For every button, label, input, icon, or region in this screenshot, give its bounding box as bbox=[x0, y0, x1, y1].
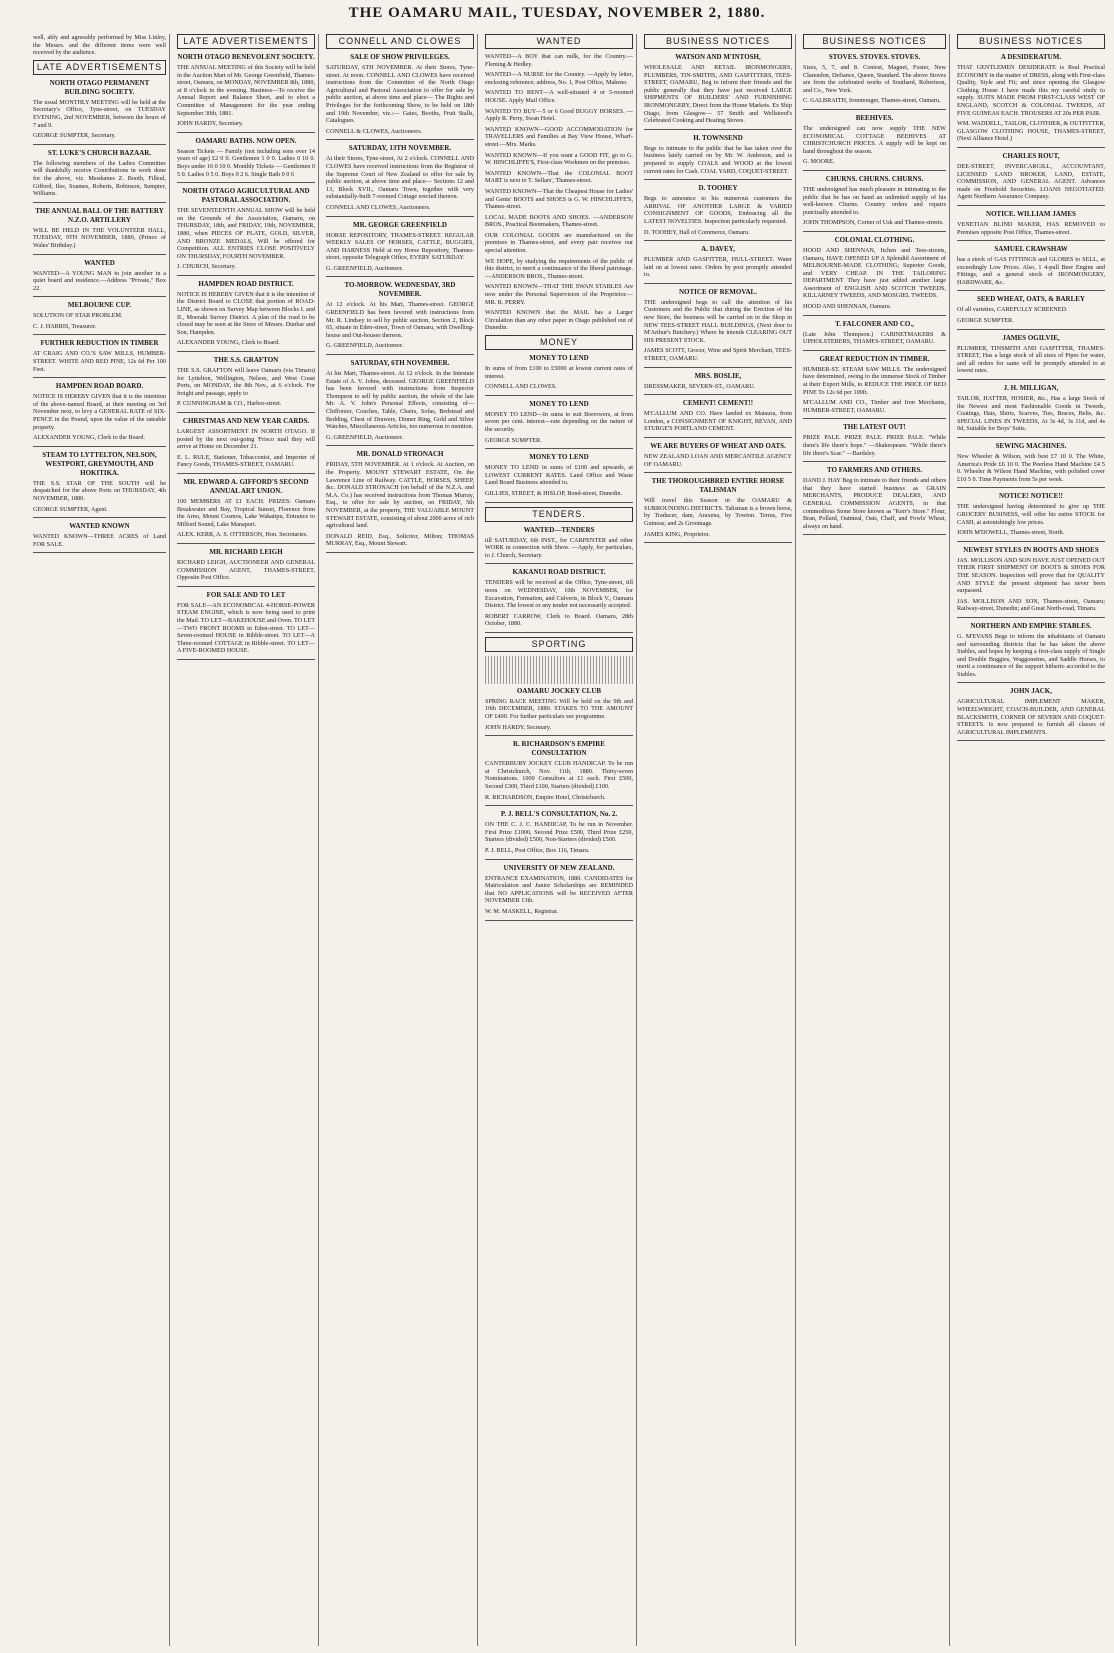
ad-signature: C. J. HARRIS, Treasurer. bbox=[33, 322, 97, 330]
ad-title: SATURDAY, 13TH NOVEMBER. bbox=[348, 144, 452, 153]
divider bbox=[33, 552, 166, 553]
divider bbox=[177, 182, 315, 183]
ad-body: In sums of from £100 to £5000 at lowest current rates of interest. bbox=[485, 365, 633, 380]
divider bbox=[33, 144, 166, 145]
divider bbox=[803, 109, 946, 110]
ad-body: THE ANNUAL MEETING of this Society will be held in the Auction Mart of Mr. George Greenfield, Thames-street, Oamaru, on MONDAY, NOVEMBER 8th, 1880, at 8 o'clock in the evening. Business—To receive the Annual Report and Balance Sheet, and to elect a Committee of Management for the year ending September 30th, 1881. bbox=[177, 64, 316, 117]
ad-body: Of all varieties, CAREFULLY SCREENED. bbox=[957, 306, 1068, 314]
divider bbox=[957, 240, 1105, 241]
divider bbox=[957, 437, 1105, 438]
divider bbox=[485, 859, 633, 860]
divider bbox=[177, 412, 315, 413]
divider bbox=[326, 139, 474, 140]
ad-body: DAND J. HAY Beg to intimate to their friends and others that they have started business as GRAIN MERCHANTS, PRODUCE DEALERS, AND GENERAL COMMISSION AGENTS, in that commodious Stone Store known as "Kerr's Store." Flour, Bran, Pollard, Oatmeal, Oats, Chaff, and Fowls' Wheat, always on hand. bbox=[803, 477, 946, 530]
ad-signature: G. GREENFIELD, Auctioneer. bbox=[326, 342, 404, 350]
ad-title: GREAT REDUCTION IN TIMBER. bbox=[819, 354, 930, 363]
columns bbox=[30, 34, 1108, 1646]
ad-body: DRESSMAKER, SEVERN-ST., OAMARU. bbox=[644, 382, 756, 390]
ad-title: MR. EDWARD A. GIFFORD'S SECOND ANNUAL ART UNION. bbox=[183, 477, 309, 495]
ad-title: NORTH OTAGO BENEVOLENT SOCIETY. bbox=[177, 53, 315, 61]
wanted-ad: WANTED KNOWN—THAT THE SWAN STABLES Are now under the Personal Supervision of the Proprietor.—MR. R. PERRY. bbox=[485, 283, 633, 306]
divider bbox=[33, 446, 166, 447]
divider bbox=[644, 367, 792, 368]
ad-body: has a stock of GAS FITTINGS and GLOBES to SELL, at exceedingly Low Prices. Also, 1 4-pull Beer Engine and Fittings, and a general stock of IRONMONGERY, HARDWARE, &c. bbox=[957, 256, 1105, 286]
ad-body: The usual MONTHLY MEETING will be held at the Secretary's Office, Tyne-street, on TUESDAY EVENING, 2nd NOVEMBER, between the hours of 7 and 9. bbox=[33, 98, 166, 129]
ad-title: NOTICE! NOTICE!! bbox=[999, 492, 1063, 501]
ad-title: TO FARMERS AND OTHERS. bbox=[826, 466, 923, 475]
ad-body: THE undersigned has much pleasure in intimating to the public that he has on hand an unlimited supply of his well-known Churns. Country orders and repairs punctually attended to. bbox=[803, 185, 946, 216]
ad-title: HAMPDEN ROAD BOARD. bbox=[55, 382, 144, 391]
ad-title: P. J. BELL'S CONSULTATION, No. 2. bbox=[500, 810, 618, 819]
ad-body: CANTERBURY JOCKEY CLUB HANDICAP. To be run at Christchurch, Nov. 11th, 1880. Thirty-seven Nominations. 1000 Consultors at £1 each. First £500, Second £300, Third £100, Starters (divided) £100. bbox=[485, 760, 633, 791]
ad-body: At 12 o'clock. At his Mart, Thames-street. GEORGE GREENFIELD has been favored with instructions from Mr. R. Lindsey to sell by public auction, Section 2, Block 65, situate in Eden-street, Town of Oamaru, with Dwelling-house and Out-houses thereon. bbox=[326, 301, 474, 339]
ad-body: Sizes, 5, 7, and 8. Contest, Magnet, Foster, New Clarendon, Defiance, Queen, Standard. The above Stoves are from the celebrated works of Southard, Robertson, and Co., New York. bbox=[803, 64, 946, 94]
column-3 bbox=[323, 34, 478, 1646]
section-header: LATE ADVERTISEMENTS bbox=[177, 34, 315, 49]
wanted-ad: WANTED KNOWN—That the COLONIAL BOOT MART is next to T. Sellars', Thames-street. bbox=[485, 169, 633, 185]
divider bbox=[177, 275, 315, 276]
divider bbox=[644, 129, 792, 130]
divider bbox=[803, 418, 946, 419]
ad-body: The undersigned can now supply THE NEW ECONOMICAL COTTAGE BEEHIVES AT CHRISTCHURCH PRICES. A supply will be kept on hand throughout the season. bbox=[803, 124, 946, 155]
ad-body: HUMBER-ST. STEAM SAW MILLS. The undersigned have determined, owing to the immense Stock of Timber at their Export Mills, to REDUCE THE PRICE OF RED PINE To 12s 6d per 100ft. bbox=[803, 365, 946, 396]
wanted-ad: WANTED—A NURSE for the Country. —Apply by letter, enclosing reference; address, No. 1, Post Office, Maheno. bbox=[485, 71, 633, 86]
ad-signature: HOOD AND SHENNAN, Oamaru. bbox=[803, 303, 892, 311]
ad-signature: GEORGE SUMPTER. bbox=[485, 436, 542, 444]
ad-signature: C. GALBRAITH, Ironmonger, Thames-street, Oamaru. bbox=[803, 97, 941, 105]
ad-title: MR. DONALD STRONACH bbox=[356, 450, 444, 459]
ad-signature: ALEXANDER YOUNG, Clerk to Board. bbox=[177, 339, 280, 347]
ad-body: DEE-STREET, INVERCARGILL, ACCOUNTANT, LICENSED LAND BROKER, LAND, ESTATE, COMMISSION, AND GENERAL AGENT. Advances made on Freehold Securities. LOANS NEGOTIATED. Agent Northern Assurance Company. bbox=[957, 162, 1105, 201]
divider bbox=[644, 437, 792, 438]
ad-body: PLUMBER AND GASFITTER, HULL-STREET. Water laid on at lowest rates. Orders by post promptly attended to. bbox=[644, 256, 792, 279]
divider bbox=[957, 379, 1105, 380]
ad-title: WE ARE BUYERS OF WHEAT AND OATS. bbox=[650, 442, 786, 450]
ad-title: WANTED—TENDERS bbox=[523, 525, 595, 534]
ad-body: RICHARD LEIGH, AUCTIONEER AND GENERAL COMMISSION AGENT, THAMES-STREET, Opposite Post Office. bbox=[177, 558, 315, 582]
ad-body: AT CRAIG AND CO.'S SAW MILLS, HUMBER-STREET. WHITE AND RED PINE, 12s 6d Per 100 Feet. bbox=[33, 350, 166, 373]
masthead: THE OAMARU MAIL, TUESDAY, NOVEMBER 2, 1880. bbox=[348, 5, 766, 21]
ad-body: FRIDAY, 5TH NOVEMBER. At 1 o'clock. At Auction, on the Property. MOUNT STEWART ESTATE, On the Lawrence Line of Railway. CATTLE, HORSES, SHEEP, &c. DONALD STRONACH (on behalf of the N.Z.A. and M.A. Co.) has received instructions from Thomas Murray, Esq., to offer for sale by auction, on FRIDAY, 5th NOVEMBER, at the property, THE VALUABLE MOUNT STEWART ESTATE, consisting of about 2000 acres of rich agricultural land. bbox=[326, 461, 474, 530]
section-header: BUSINESS NOTICES bbox=[803, 34, 946, 49]
wanted-ad: LOCAL MADE BOOTS AND SHOES. —ANDERSON BROS., Practical Bootmakers, Thames-street. bbox=[485, 213, 633, 229]
ad-signature: JOHN HARDY, Secretary. bbox=[485, 723, 552, 731]
ad-signature: JOHN THOMPSON, Corner of Usk and Thames-streets. bbox=[803, 219, 944, 227]
ad-body: At his Mart, Thames-street. At 12 o'clock. In the Intestate Estate of A. V. Johns, deceased. GEORGE GREENFIELD has been favored with instructions from Inspector Thompson to sell by public auction, the whole of the late Mr. A. V. John's Personal Effects, consisting of—Chiffonier, Couches, Table, Chairs, Sofas, Bedstead and Bedding, Chest of Drawers, Dinner Ring, Gold and Silver Watches, Miscellaneous Articles, too numerous to mention. bbox=[326, 370, 474, 431]
ad-signature: GEORGE SUMPTER, Agent. bbox=[33, 505, 108, 513]
ad-title: THE ANNUAL BALL OF THE BATTERY N.Z.O. ARTILLERY bbox=[35, 206, 164, 224]
divider bbox=[485, 920, 633, 921]
wanted-ad: WANTED TO RENT—A well-situated 4 or 5-roomed HOUSE. Apply Mail Office. bbox=[485, 89, 633, 104]
divider bbox=[957, 147, 1105, 148]
divider bbox=[957, 487, 1105, 488]
ad-title: COLONIAL CLOTHING. bbox=[834, 235, 915, 244]
ad-title: FURTHER REDUCTION IN TIMBER bbox=[40, 339, 159, 348]
divider bbox=[957, 205, 1105, 206]
ad-title: MONEY TO LEND bbox=[529, 354, 589, 362]
divider bbox=[33, 377, 166, 378]
ad-body: The following members of the Ladies Committee will thankfully receive Contributions in work done for the above, viz. Mesdames Z. Booth, Filleul, Gifford, Ilee, Soames, Roberts, Robinson, Sumpter, Williams. bbox=[33, 159, 166, 198]
divider bbox=[33, 296, 166, 297]
divider bbox=[177, 543, 315, 544]
ad-signature: GILLIES, STREET, & HISLOP, Bond-street, Dunedin. bbox=[485, 489, 623, 497]
ad-signature: ROBERT CARROW, Clerk to Board. Oamaru, 28th October, 1880. bbox=[485, 612, 633, 628]
ad-body: THE undersigned having determined to give up THE GROCERY BUSINESS, will offer his entire STOCK for CASH, at astonishingly low prices. bbox=[957, 503, 1105, 526]
section-header: SPORTING bbox=[485, 637, 633, 652]
section-header: MONEY bbox=[485, 335, 633, 350]
divider bbox=[326, 445, 474, 446]
divider bbox=[33, 254, 166, 255]
ad-title: ST. LUKE'S CHURCH BAZAAR. bbox=[47, 148, 152, 157]
ad-title: T. FALCONER AND CO., bbox=[835, 319, 914, 328]
ad-signature: WM. WADDELL, TAILOR, CLOTHIER, & OUTFITTER, GLASGOW CLOTHING HOUSE, THAMES-STREET, (Next Alliance Hotel.) bbox=[957, 120, 1105, 143]
ad-title: NOTICE OF REMOVAL. bbox=[679, 287, 757, 296]
ad-body: SPRING RACE MEETING Will be held on the 9th and 10th DECEMBER, 1880. STAKES TO THE AMOUNT OF £400. For further particulars see programme. bbox=[485, 697, 633, 721]
ad-signature: CONNELL & CLOWES, Auctioneers. bbox=[326, 127, 423, 135]
ad-title: MONEY TO LEND bbox=[529, 453, 589, 462]
ad-signature: GEORGE SUMPTER. bbox=[957, 317, 1014, 325]
ad-signature: JOHN M'DOWELL, Thames-street, North. bbox=[957, 529, 1065, 537]
divider bbox=[177, 132, 315, 133]
ad-signature: G. GREENFIELD, Auctioneer. bbox=[326, 264, 404, 272]
ad-body: NEW ZEALAND LOAN AND MERCANTILE AGENCY OF OAMARU. bbox=[644, 453, 792, 468]
ad-body: HORSE REPOSITORY, THAMES-STREET. REGULAR WEEKLY SALES OF HORSES, CATTLE, BUGGIES, AND HARNESS Held at my Horse Repository, Thames-street, opposite Telegraph Office, EVERY SATURDAY. bbox=[326, 231, 474, 262]
ad-body: Will travel this Season in the OAMARU & SURROUNDING DISTRICTS. Talisman is a brown horse, by Traducer, dam, Araxena, by Towton. Terms, Five Guineas; and 2s Groomage. bbox=[644, 497, 792, 527]
column-7 bbox=[954, 34, 1108, 1646]
divider bbox=[326, 354, 474, 355]
divider bbox=[957, 740, 1105, 741]
divider bbox=[803, 350, 946, 351]
section-header: BUSINESS NOTICES bbox=[644, 34, 792, 49]
ad-body: Begs to announce to his numerous customers the ARRIVAL OF ANOTHER LARGE & VARIED CONSIGNMENT OF GOODS, Embracing all the LATEST NOVELTIES. Inspection particularly requested. bbox=[644, 195, 792, 225]
ad-signature: ALEXANDER YOUNG, Clerk to the Board. bbox=[33, 434, 145, 442]
ad-title: CHRISTMAS AND NEW YEAR CARDS. bbox=[182, 417, 310, 425]
wanted-ad: WANTED KNOWN that the MAIL has a Larger Circulation than any other paper in Otago published out of Dunedin. bbox=[485, 309, 633, 332]
ad-title: NOTICE. WILLIAM JAMES bbox=[986, 209, 1076, 218]
ad-signature: JAMES KING, Proprietor. bbox=[644, 530, 710, 538]
divider bbox=[326, 552, 474, 553]
divider bbox=[644, 394, 792, 395]
column-5 bbox=[641, 34, 796, 1646]
opening-text: well, ably and agreeably performed by Miss Linley, the Messrs. and the different items were well received by the audience. bbox=[33, 34, 166, 57]
ad-title: MRS. BOSLIE, bbox=[694, 371, 742, 380]
divider bbox=[644, 283, 792, 284]
ad-title: J. H. MILLIGAN, bbox=[1003, 384, 1059, 393]
ad-body: ON THE C. J. C. HANDICAP, To be run in November. First Prize £1000, Second Prize £500, Third Prize £250, Starters (divided) £500, Non-Starters (divided) £500. bbox=[485, 821, 633, 844]
divider bbox=[485, 448, 633, 449]
ad-title: UNIVERSITY OF NEW ZEALAND. bbox=[503, 863, 615, 872]
ad-body: HOOD AND SHENNAN, Itchen and Tees-streets, Oamaru, HAVE OPENED UP A Splendid Assortment of MELBOURNE-MADE CLOTHING; Superior Goods, and VERY CHEAP. IN THE TAILORING DEPARTMENT They have just added another large Assortment of ENGLISH AND SCOTCH TWEEDS, KILLARNEY TWEEDS, AND MOSGIEL TWEEDS. bbox=[803, 246, 946, 300]
column-4 bbox=[482, 34, 637, 1646]
ad-body: WHOLESALE AND RETAIL IRONMONGERS, PLUMBERS, TIN-SMITHS, AND GASFITTERS, TEES-STREET, OAMARU, Beg to inform their friends and the public generally that they have just received LARGE SHIPMENTS OF BUILDERS' AND FURNISHING IRONMONGERY, Direct from the Home Markets. Ex Ship Otago, from Glasgow— 57 Smith and Wellstood's Celebrated Cooking and Heating Stoves. bbox=[644, 64, 792, 125]
divider bbox=[177, 351, 315, 352]
ad-title: NORTH OTAGO AGRICULTURAL AND PASTORAL ASSOCIATION. bbox=[182, 187, 310, 205]
ad-body: ENTRANCE EXAMINATION, 1880. CANDIDATES for Matriculation and Junior Scholarships are REMINDED that NO APPLICATIONS will be RECEIVED AFTER NOVEMBER 13th. bbox=[485, 874, 633, 905]
ad-title: MELBOURNE CUP. bbox=[67, 301, 132, 310]
ad-title: OAMARU JOCKEY CLUB bbox=[516, 686, 602, 695]
wanted-ad: WANTED—A BOY that can milk, for the Country.— Fleming & Hedley. bbox=[485, 53, 633, 68]
ad-title: A. DAVEY, bbox=[701, 245, 735, 254]
ad-title: MR. RICHARD LEIGH bbox=[209, 547, 283, 556]
ad-title: OAMARU BATHS. NOW OPEN. bbox=[195, 136, 297, 145]
ad-title: JAMES OGILVIE, bbox=[1002, 333, 1060, 342]
section-header: LATE ADVERTISEMENTS bbox=[33, 60, 166, 75]
ad-title: BEEHIVES. bbox=[855, 113, 894, 122]
ad-signature: CONNELL AND CLOWES, Auctioneers. bbox=[326, 203, 431, 211]
ad-body: WILL BE HELD IN THE VOLUNTEER HALL, TUESDAY, 9TH NOVEMBER, 1880, (Prince of Wales' Birthday.) bbox=[33, 226, 166, 249]
divider bbox=[485, 735, 633, 736]
divider bbox=[177, 473, 315, 474]
ad-body: TAILOR, HATTER, HOSIER, &c., Has a large Stock of the Newest and most Fashionable Goods in Tweeds, Coatings, Hats, Shirts, Scarves, Ties, Braces, Belts, &c. SPECIAL LINES IN TWEEDS, At 3s 4d, 3s 11d, and 4s 9d, Suitable for Boys' Suits. bbox=[957, 395, 1105, 433]
ad-body: THE undersigned begs to call the attention of his Customers and the Public that during the Erection of his new Store, the business will be carried on in the Shop in NEW TEES-STREET HALL BUILDINGS, (Next door to M'Arthur's Butchery.) Where he intends CLEARING OUT HIS PRESENT STOCK. bbox=[644, 298, 792, 344]
ad-body: Season Tickets — Family (not including sons over 14 years of age) £2 0 0. Gentlemen 1 0 0. Ladies 0 10 0. Boys under 16 0 10 0. Monthly Tickets — Gentlemen 0 5 0. Ladies 0 5 0. Boys 0 2 6. Single Bath 0 0 6 bbox=[177, 147, 316, 178]
ad-body: FOR SALE—AN ECONOMICAL 4-HORSE-POWER STEAM ENGINE, which is now being used to print the Mail. TO LET—BAKEHOUSE and Oven. TO LET—TWO FRONT ROOMS in Eden-street. TO LET—Seven-roomed HOUSE in Ribble-street. TO LET—A Three-roomed COTTAGE in Ribble-street. TO LET—A FIVE-ROOMED HOUSE. bbox=[177, 601, 315, 655]
wanted-ad: WANTED TO BUY—5 or 6 Good BUGGY HORSES. — Apply R. Perry, Swan Hotel. bbox=[485, 107, 633, 123]
ad-title: STOVES. STOVES. STOVES. bbox=[828, 53, 921, 61]
ad-title: MONEY TO LEND bbox=[529, 399, 589, 408]
divider bbox=[485, 502, 633, 503]
ad-body: AGRICULTURAL IMPLEMENT MAKER, WHEELWRIGHT, COACH-BUILDER, AND GENERAL BLACKSMITH, CORNER OF SEVERN AND COQUET-STREETS. Is now prepared to furnish all classes of AGRICULTURAL IMPLEMENTS. bbox=[957, 698, 1105, 736]
ad-title: JOHN JACK, bbox=[1010, 687, 1052, 696]
divider bbox=[957, 541, 1105, 542]
divider bbox=[485, 395, 633, 396]
column-6 bbox=[800, 34, 950, 1646]
ad-title: R. RICHARDSON'S EMPIRE CONSULTATION bbox=[513, 740, 605, 758]
ad-title: STEAM TO LYTTELTON, NELSON, WESTPORT, GREYMOUTH, AND HOKITIKA. bbox=[42, 450, 157, 477]
ad-body: THE S.S. GRAFTON will leave Oamaru (via Timaru) for Lyttelton, Wellington, Nelson, and West Coast Ports, on MONDAY, the 8th Nov., at 6 o'clock. For freight and passage, apply to bbox=[177, 367, 315, 397]
ad-body: THAT GENTLEMEN DESIDERATE is Real Practical ECONOMY in the matter of DRESS, along with First-class Quality, Style and Fit; and since opening the Glasgow Clothing House I have made this my careful study to supply. SUITS MADE FROM FIRST-CLASS WEST OF ENGLAND, SCOTCH & COLONIAL TWEEDS, AT FIVE GUINEAS EACH. TROUSERS AT 20s PER PAIR. bbox=[957, 64, 1105, 117]
divider bbox=[644, 542, 792, 543]
ad-signature: ALEX. KERR, A. S. OTTERSON, Hon. Secretaries. bbox=[177, 531, 308, 539]
ad-signature: D. TOOHEY, Hall of Commerce, Oamaru. bbox=[644, 228, 750, 236]
ad-body: THE SEVENTEENTH ANNUAL SHOW will be held on the Grounds of the Association, Oamaru, on THURSDAY, 18th, and FRIDAY, 19th, NOVEMBER, 1880, when PIECES OF PLATE, GOLD, SILVER, AND BRONZE MEDALS, Will be offered for Competition. ALL ENTRIES CLOSE POSITIVELY ON THURSDAY, FOURTH NOVEMBER. bbox=[177, 207, 315, 260]
section-header: CONNELL AND CLOWES bbox=[326, 34, 474, 49]
divider bbox=[326, 216, 474, 217]
ad-signature: M'CALLUM AND CO., Timber and Iron Merchants, HUMBER-STREET, OAMARU. bbox=[803, 399, 946, 414]
ad-title: CHARLES ROUT, bbox=[1002, 151, 1060, 160]
divider bbox=[803, 534, 946, 535]
ad-body: (Late John Thompson.) CABINETMAKERS & UPHOLSTERERS, THAMES-STREET, OAMARU. bbox=[803, 330, 946, 346]
ad-body: MONEY TO LEND—In sums to suit Borrowers, at from seven per cent. interest—rate depending on the nature of the security. bbox=[485, 410, 633, 433]
wanted-ad: WANTED KNOWN—If you want a GOOD FIT, go to G. W. HINCHLIFFE'S, First-class Workmen on the premises. bbox=[485, 151, 633, 167]
ad-body: VENETIAN BLIND MAKER, HAS REMOVED to Premises opposite Post Office, Thames-street. bbox=[957, 220, 1105, 236]
ad-body: WANTED KNOWN—THREE ACRES of Land FOR SALE. bbox=[33, 533, 166, 548]
ad-body: SATURDAY, 6TH NOVEMBER. At their Stores, Tyne-street. At noon. CONNELL AND CLOWES have received instructions from the Committee of the North Otago Agricultural and Pastoral Association to offer for sale by public auction, at above time and place— The Rights and Privileges for the forthcoming Show, to be held on 18th and 19th November, viz.:— Gates, Booths, Fruit Stalls, Catalogues. bbox=[326, 64, 474, 125]
wanted-ad: OUR COLONIAL GOODS are manufactured on the premises in Thames-street, and every pair receives our special attention. bbox=[485, 231, 633, 255]
ad-body: PLUMBER, TINSMITH AND GASFITTER, THAMES-STREET, Has a large stock of all sizes of Pipes for water, and all orders for same will be promptly attended to at lowest rates. bbox=[957, 344, 1105, 375]
divider bbox=[485, 805, 633, 806]
ad-title: THE S.S. GRAFTON bbox=[213, 356, 279, 365]
ad-title: SEED WHEAT, OATS, & BARLEY bbox=[976, 295, 1085, 304]
ad-body: PRIZE PALE. PRIZE PALE. PRIZE PALE. "While there's life there's hope." —Shakespeare. "While there's life there's Scar." —Bardsley. bbox=[803, 434, 946, 457]
ad-title: KAKANUI ROAD DISTRICT. bbox=[512, 568, 606, 577]
ad-body: New Wheeler & Wilson, with best £7 10 0. The White, America's Pride £6 10 0. The Peerless Hand Machine £4 5 0. Wheeler & Wilson Hand Machine, with polished cover £10 5 0. Time Payments from 5s per week. bbox=[957, 453, 1105, 483]
divider bbox=[803, 231, 946, 232]
ad-body: TENDERS will be received at the Office, Tyne-street, till noon on WEDNESDAY, 10th NOVEMBER, for Excavation, Formation, and Culverts, in Block V., Oamaru District. The lowest or any tender not necessarily accepted. bbox=[485, 579, 633, 610]
section-header: TENDERS. bbox=[485, 507, 633, 522]
racehorse-illustration bbox=[485, 656, 633, 684]
ad-body: NOTICE IS HEREBY GIVEN that it is the intention of the District Board to CLOSE that portion of ROAD-LINE, as shown on Survey Map between Blocks I. and II., Moeraki Survey District. A plan of the road to be closed may be seen at the Store of Messrs. Dunbar and Son, Hampden. bbox=[177, 290, 315, 336]
ad-title: SATURDAY, 6TH NOVEMBER. bbox=[350, 359, 450, 368]
wanted-ad: WE HOPE, by studying the requirements of the public of this district, to merit a continuance of the liberal patronage.—ANDERSON BROS., Thames-street. bbox=[485, 257, 633, 280]
ad-signature: G. MOORE. bbox=[803, 158, 835, 166]
divider bbox=[33, 202, 166, 203]
divider bbox=[33, 334, 166, 335]
divider bbox=[485, 563, 633, 564]
section-header: BUSINESS NOTICES bbox=[957, 34, 1105, 49]
ad-title: NORTHERN AND EMPIRE STABLES. bbox=[970, 621, 1092, 630]
divider bbox=[957, 617, 1105, 618]
column-2 bbox=[174, 34, 319, 1646]
wanted-ad: WANTED KNOWN—That the Cheapest House for Ladies' and Gents' BOOTS and SHOES is G. W. HINCHLIFFE'S, Thames-street. bbox=[485, 187, 633, 211]
divider bbox=[644, 179, 792, 180]
divider bbox=[957, 329, 1105, 330]
ad-title: SALE OF SHOW PRIVILEGES. bbox=[350, 53, 450, 61]
divider bbox=[957, 682, 1105, 683]
column-1 bbox=[30, 34, 170, 1646]
ad-title: NORTH OTAGO PERMANENT BUILDING SOCIETY. bbox=[49, 78, 150, 96]
divider bbox=[644, 240, 792, 241]
ad-title: CEMENT! CEMENT!! bbox=[682, 399, 754, 408]
ad-signature: DONALD REID, Esq., Solicitor, Milton; THOMAS MURRAY, Esq., Mount Stewart. bbox=[326, 532, 474, 548]
ad-title: CHURNS. CHURNS. CHURNS. bbox=[825, 174, 924, 183]
ad-body: SOLUTION OF STAR PROBLEM. bbox=[33, 312, 123, 320]
ad-title: H. TOWNSEND bbox=[693, 133, 743, 142]
divider bbox=[177, 659, 315, 660]
ad-signature: JAMES SCOTT, Grocer, Wine and Spirit Merchant, TEES-STREET, OAMARU. bbox=[644, 347, 792, 363]
ad-title: THE THOROUGHBRED ENTIRE HORSE TALISMAN bbox=[651, 477, 785, 495]
divider bbox=[803, 461, 946, 462]
ad-signature: J. CHURCH, Secretary. bbox=[177, 263, 236, 271]
ad-body: WANTED—A YOUNG MAN to join another in a quiet board and residence.—Address "Private," Box 22. bbox=[33, 269, 166, 292]
ad-title: WANTED bbox=[84, 258, 115, 267]
ad-title: TO-MORROW. WEDNESDAY, 3RD NOVEMBER. bbox=[344, 281, 456, 299]
ad-title: WATSON AND M'INTOSH, bbox=[675, 53, 761, 61]
ad-title: FOR SALE AND TO LET bbox=[206, 590, 286, 599]
ad-body: 100 MEMBERS AT £1 EACH. PRIZES: Oamaru Breakwater and Bay, Tropical Sunset, Florence from the Arno, Mount Cosmos, Lake Wakatipu, Entrance to Milford Sound, Lake Manapori. bbox=[177, 497, 315, 528]
ad-title: MR. GEORGE GREENFIELD bbox=[353, 220, 447, 229]
ad-body: JAS. MOLLISON AND SON HAVE JUST OPENED OUT THEIR FIRST SHIPMENT OF BOOTS & SHOES FOR THE SEASON. Inspection will prove that for QUALITY AND STYLE the present shipment has never been surpassed. bbox=[957, 556, 1105, 595]
ad-signature: P. J. BELL, Post Office, Box 116, Timaru. bbox=[485, 847, 590, 854]
ad-body: NOTICE IS HEREBY GIVEN that it is the intention of the above-named Board, at their meeting on 3rd November next, to levy a GENERAL RATE of SIX-PENCE in the Pound, upon the value of the rateable property. bbox=[33, 393, 166, 431]
ad-body: Begs to intimate to the public that he has taken over the business lately carried on by Mr. W. Anderson, and is prepared to supply COALS and WOOD at the lowest current rates for Cash. COAL YARD, COQUET-STREET. bbox=[644, 144, 792, 175]
ad-signature: E. L. RULE, Stationer, Tobacconist, and Importer of Fancy Goods, THAMES-STREET, OAMARU. bbox=[177, 453, 315, 469]
ad-title: D. TOOHEY bbox=[698, 184, 738, 193]
ad-title: SAMUEL CRAWSHAW bbox=[994, 245, 1068, 254]
ad-title: A DESIDERATUM. bbox=[1000, 53, 1062, 61]
ad-title: NEWEST STYLES IN BOOTS AND SHOES bbox=[963, 545, 1099, 554]
ad-body: G. M'EVANS Begs to inform the inhabitants of Oamaru and surrounding districts that he has taken the above Stables, and hopes by keeping a first-class supply of Single and Double Buggies, Waggonettes, and Saddle Horses, to merit a continuance of the support hitherto accorded to the Stables. bbox=[957, 632, 1105, 678]
ad-signature: JOHN HARDY, Secretary. bbox=[177, 120, 244, 128]
ad-body: LARGEST ASSORTMENT IN NORTH OTAGO. If posted by the next out-going 'Frisco mail they will arrive at Home on December 21. bbox=[177, 428, 315, 451]
ad-title: HAMPDEN ROAD DISTRICT. bbox=[198, 279, 294, 288]
ad-signature: W. M. MASKELL, Registrar. bbox=[485, 907, 559, 915]
divider bbox=[644, 472, 792, 473]
ad-title: WANTED KNOWN bbox=[69, 522, 130, 531]
ad-body: THE S.S. STAR OF THE SOUTH will be despatched for the above Ports on THURSDAY, 4th NOVEMBER, 1880. bbox=[33, 479, 166, 502]
wanted-ad: WANTED KNOWN—GOOD ACCOMMODATION for TRAVELLERS and Families at Bay View House, Wharf-street.—Mrs. Marks. bbox=[485, 125, 633, 148]
ad-signature: P. CUNNINGHAM & CO., Harbor-street. bbox=[177, 400, 282, 408]
ad-body: MONEY TO LEND in sums of £100 and upwards, at LOWEST CURRENT RATES. Land Office and Waste Land Board Business attended to. bbox=[485, 464, 633, 487]
ad-title: THE LATEST OUT! bbox=[843, 423, 906, 432]
ad-signature: CONNELL AND CLOWES. bbox=[485, 383, 557, 391]
ad-body: M'CALLUM AND CO. Have landed ex Mataura, from London, a CONSIGNMENT OF KNIGHT, BEVAN, AND STURGE'S PORTLAND CEMENT. bbox=[644, 410, 792, 433]
ad-signature: GEORGE SUMPTER, Secretary. bbox=[33, 132, 116, 140]
ad-signature: JAS. MOLLISON AND SON, Thames-street, Oamaru; Railway-street, Dunedin; and Great North-road, Timaru. bbox=[957, 597, 1105, 613]
ad-body: till SATURDAY, 6th INST., for CARPENTER and other WORK in connection with Show. —Apply, for particulars, to J. Church, Secretary. bbox=[485, 536, 633, 559]
ad-title: SEWING MACHINES. bbox=[995, 442, 1067, 450]
ad-signature: G. GREENFIELD, Auctioneer. bbox=[326, 433, 404, 441]
section-header: WANTED bbox=[485, 34, 633, 49]
ad-body: At their Stores, Tyne-street, At 2 o'clock. CONNELL AND CLOWES have received instructions from the Registrar of the Supreme Court of New Zealand to offer for sale by public auction, at above time and place— Sections 12 and 13, Block XVII., Oamaru Town, together with very substantially-built 7-roomed Cottage erected thereon. bbox=[326, 155, 474, 201]
divider bbox=[485, 632, 633, 633]
divider bbox=[177, 586, 315, 587]
ad-signature: R. RICHARDSON, Empire Hotel, Christchurch. bbox=[485, 793, 606, 801]
divider bbox=[803, 315, 946, 316]
divider bbox=[33, 517, 166, 518]
divider bbox=[957, 290, 1105, 291]
divider bbox=[326, 276, 474, 277]
divider bbox=[803, 170, 946, 171]
